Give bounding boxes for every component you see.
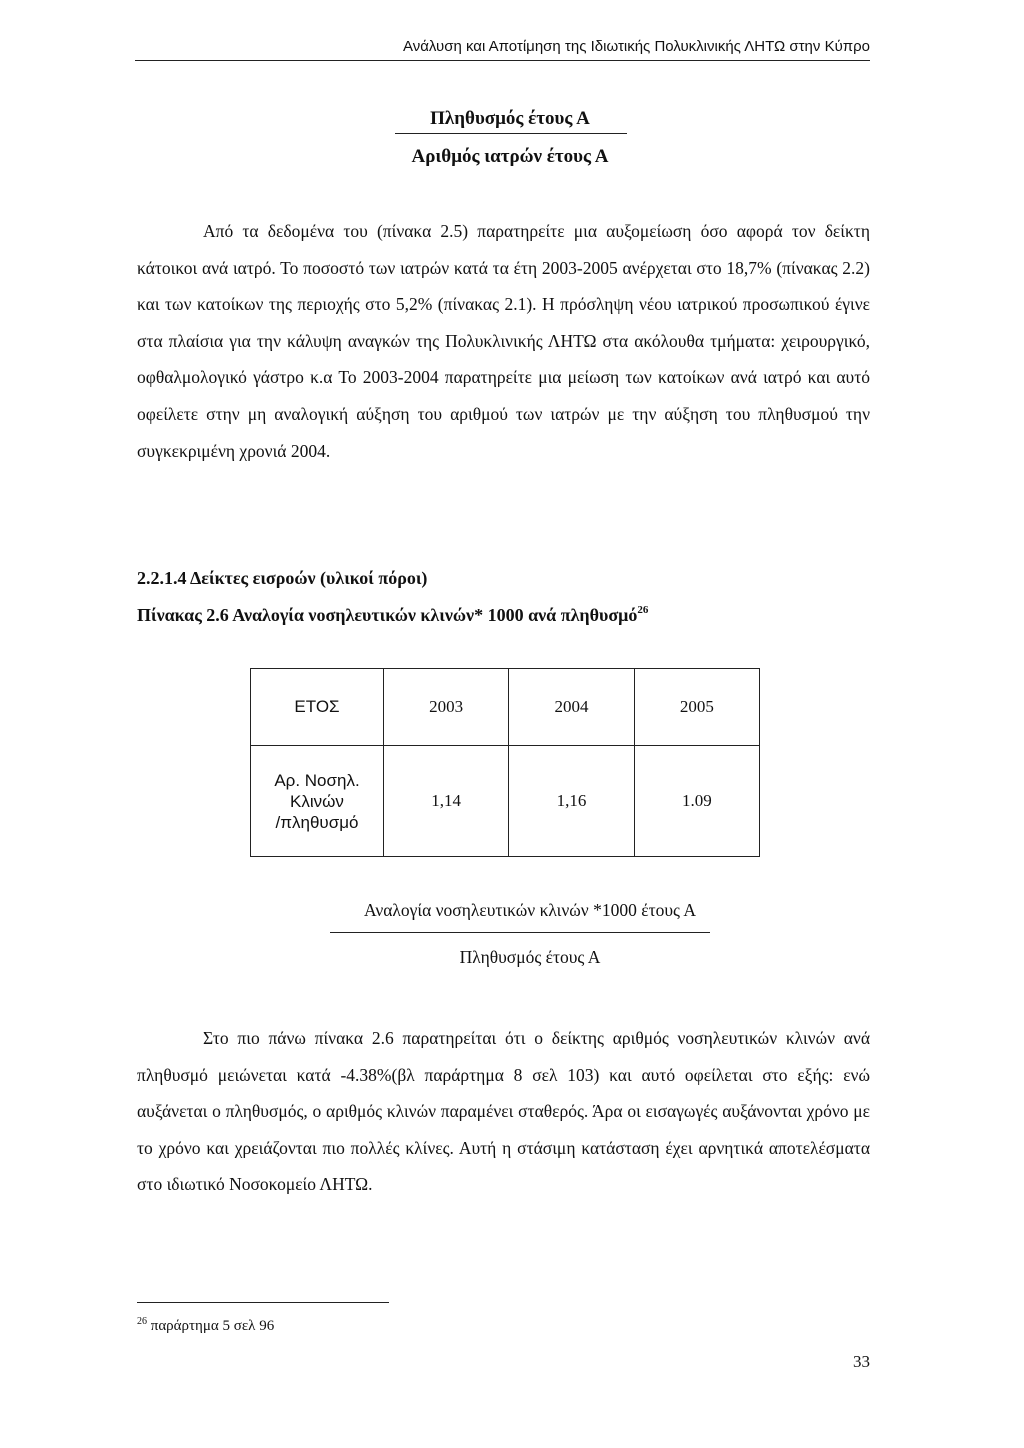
formula2-denominator: Πληθυσμός έτους Α [459, 947, 601, 967]
table-value-2003: 1,14 [384, 746, 509, 857]
footnote-number: 26 [137, 1316, 147, 1327]
footnote-text: παράρτημα 5 σελ 96 [150, 1318, 275, 1334]
row-label-line-1: Αρ. Νοσηλ. [274, 770, 360, 790]
table-value-2004: 1,16 [509, 746, 634, 857]
running-header: Ανάλυση και Αποτίμηση της Ιδιωτικής Πολυκλινικής ΛΗΤΩ στην Κύπρο [402, 38, 870, 55]
row-label-line-2: Κλινών [290, 791, 344, 811]
paragraph-beds-analysis: Στο πιο πάνω πίνακα 2.6 παρατηρείται ότι ο δείκτης αριθμός νοσηλευτικών κλινών ανά πληθυσμό μειώνεται κατά -4.38%(βλ παράρτημα 8 σελ 103) και αυτό οφείλεται στο εξής: ενώ αυξάνεται ο πληθυσμός, ο αριθμός κλινών παραμένει σταθερός. Άρα οι εισαγωγές αυξάνονται χρόνο με το χρόνο και χρειάζονται πιο πολλές κλίνες. Αυτή η στάσιμη κατάσταση έχει αρνητικά αποτελέσματα στο ιδιωτικό Νοσοκομείο ΛΗΤΩ. [137, 1028, 870, 1195]
table-year-2003: 2003 [384, 669, 509, 746]
table-header-label: ΕΤΟΣ [251, 669, 384, 746]
table-data-row [251, 746, 760, 857]
table-value-2005: 1.09 [634, 746, 759, 857]
footnote-rule [137, 1302, 389, 1303]
table-caption-text: Πίνακας 2.6 Αναλογία νοσηλευτικών κλινών* 1000 ανά πληθυσμό [137, 605, 638, 625]
formula1-fraction-line [395, 133, 627, 134]
footnote [137, 1316, 274, 1335]
header-rule [135, 60, 870, 61]
table-year-2004: 2004 [509, 669, 634, 746]
formula1-denominator: Αριθμός ιατρών έτους Α [411, 146, 609, 167]
table-caption [137, 604, 648, 626]
formula2-fraction-line [330, 932, 710, 933]
table-header-row [251, 669, 760, 746]
table-row-label [251, 746, 384, 857]
section-heading: 2.2.1.4 Δείκτες εισροών (υλικοί πόροι) [137, 568, 428, 588]
page-number: 33 [853, 1352, 870, 1371]
beds-ratio-table [250, 668, 760, 857]
paragraph-doctors-analysis: Από τα δεδομένα του (πίνακα 2.5) παρατηρείτε μια αυξομείωση όσο αφορά τον δείκτη κάτοικοι ανά ιατρό. Το ποσοστό των ιατρών κατά τα έτη 2003-2005 ανέρχεται στο 18,7% (πίνακας 2.2) και των κατοίκων της περιοχής στο 5,2% (πίνακας 2.1). Η πρόσληψη νέου ιατρικού προσωπικού έγινε στα πλαίσια για την κάλυψη αναγκών της Πολυκλινικής ΛΗΤΩ στα ακόλουθα τμήματα: χειρουργικό, οφθαλμολογικό γάστρο κ.α Το 2003-2004 παρατηρείτε μια μείωση των κατοίκων ανά ιατρό και αυτό οφείλετε στην μη αναλογική αύξηση του αριθμού των ιατρών με την αύξηση του πληθυσμού την συγκεκριμένη χρονιά 2004. [137, 221, 870, 461]
formula2-numerator: Αναλογία νοσηλευτικών κλινών *1000 έτους Α [363, 900, 696, 920]
row-label-line-3: /πληθυσμό [275, 812, 359, 832]
table-caption-footnote-ref: 26 [637, 604, 649, 616]
table-year-2005: 2005 [634, 669, 759, 746]
formula1-numerator: Πληθυσμός έτους Α [430, 108, 590, 129]
